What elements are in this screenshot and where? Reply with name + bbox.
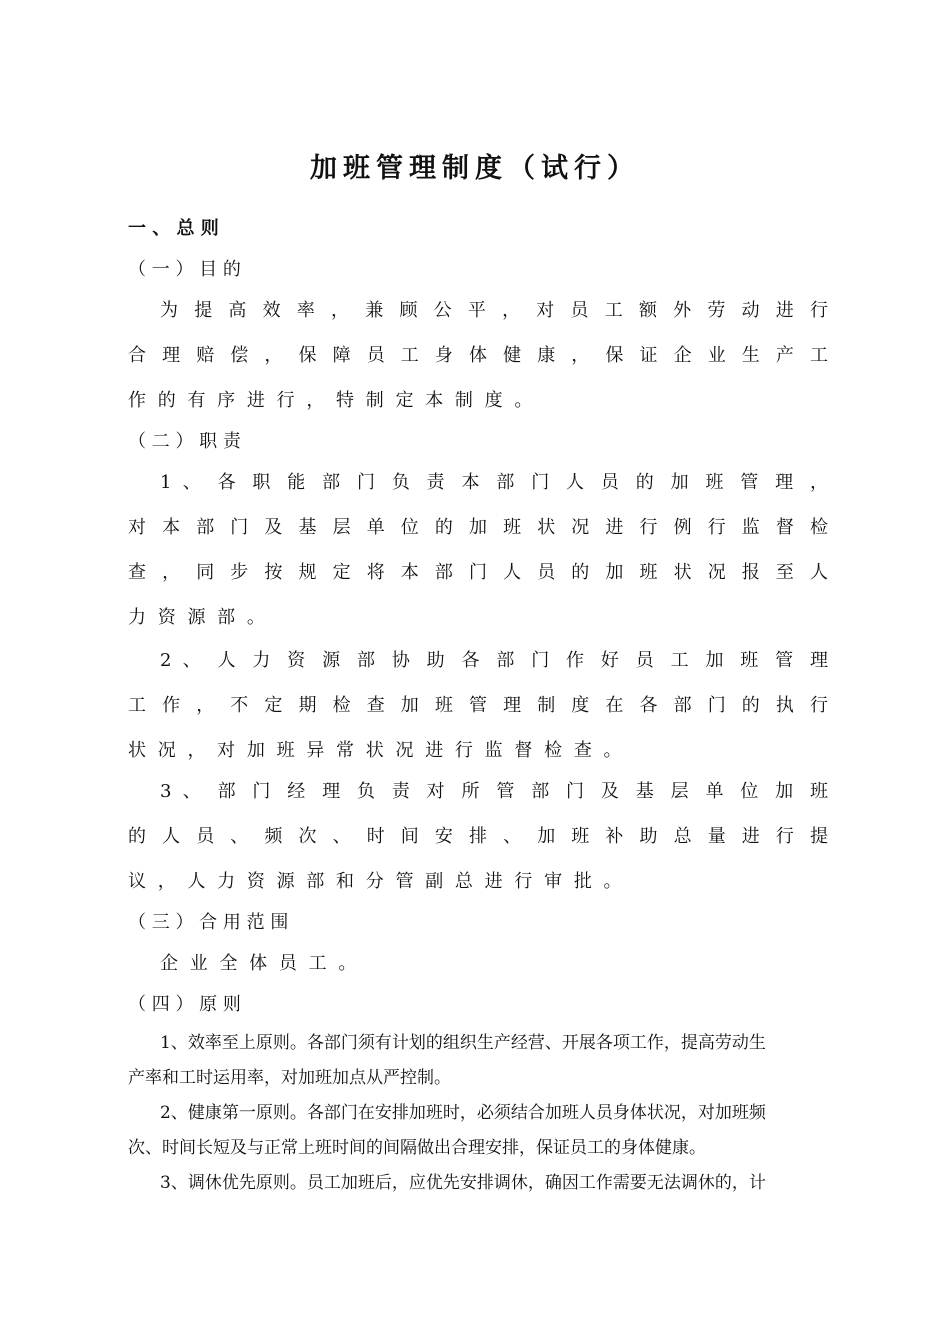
document-title: 加班管理制度（试行） — [310, 153, 640, 184]
paragraph-line: 对 本 部 门 及 基 层 单 位 的 加 班 状 况 进 行 例 行 监 督 检 — [128, 517, 828, 538]
paragraph-line: 企 业 全 体 员 工 。 — [160, 953, 357, 974]
subsection-heading: （ 一 ） 目 的 — [128, 259, 241, 280]
subsection-heading: （ 二 ） 职 责 — [128, 431, 241, 452]
paragraph-line: 为 提 高 效 率 ， 兼 顾 公 平 ， 对 员 工 额 外 劳 动 进 行 — [160, 300, 828, 321]
paragraph-line: 议 ， 人 力 资 源 部 和 分 管 副 总 进 行 审 批 。 — [128, 871, 622, 892]
paragraph-line: 查 ， 同 步 按 规 定 将 本 部 门 人 员 的 加 班 状 况 报 至 人 — [128, 562, 828, 583]
subsection-heading: （ 三 ） 合 用 范 围 — [128, 912, 289, 933]
paragraph-line: 3 、 部 门 经 理 负 责 对 所 管 部 门 及 基 层 单 位 加 班 — [160, 781, 828, 802]
paragraph-line: 1、效率至上原则。各部门须有计划的组织生产经营、开展各项工作，提高劳动生 — [160, 1033, 766, 1053]
paragraph-line: 2 、 人 力 资 源 部 协 助 各 部 门 作 好 员 工 加 班 管 理 — [160, 650, 828, 671]
section-heading: 一 、 总 则 — [128, 218, 219, 239]
paragraph-line: 1 、 各 职 能 部 门 负 责 本 部 门 人 员 的 加 班 管 理 ， — [160, 472, 828, 493]
paragraph-line: 状 况 ， 对 加 班 异 常 状 况 进 行 监 督 检 查 。 — [128, 740, 622, 761]
paragraph-line: 作 的 有 序 进 行 ， 特 制 定 本 制 度 。 — [128, 390, 533, 411]
paragraph-line: 产率和工时运用率，对加班加点从严控制。 — [128, 1068, 451, 1088]
paragraph-line: 3、调休优先原则。员工加班后，应优先安排调休，确因工作需要无法调休的，计 — [160, 1173, 766, 1193]
subsection-heading: （ 四 ） 原 则 — [128, 994, 241, 1015]
paragraph-line: 合 理 赔 偿 ， 保 障 员 工 身 体 健 康 ， 保 证 企 业 生 产 工 — [128, 345, 828, 366]
paragraph-line: 次、时间长短及与正常上班时间的间隔做出合理安排，保证员工的身体健康。 — [128, 1138, 706, 1158]
paragraph-line: 工 作 ， 不 定 期 检 查 加 班 管 理 制 度 在 各 部 门 的 执 行 — [128, 695, 828, 716]
paragraph-line: 2、健康第一原则。各部门在安排加班时，必须结合加班人员身体状况，对加班频 — [160, 1103, 766, 1123]
paragraph-line: 力 资 源 部 。 — [128, 607, 265, 628]
paragraph-line: 的 人 员 、 频 次 、 时 间 安 排 、 加 班 补 助 总 量 进 行 提 — [128, 826, 828, 847]
